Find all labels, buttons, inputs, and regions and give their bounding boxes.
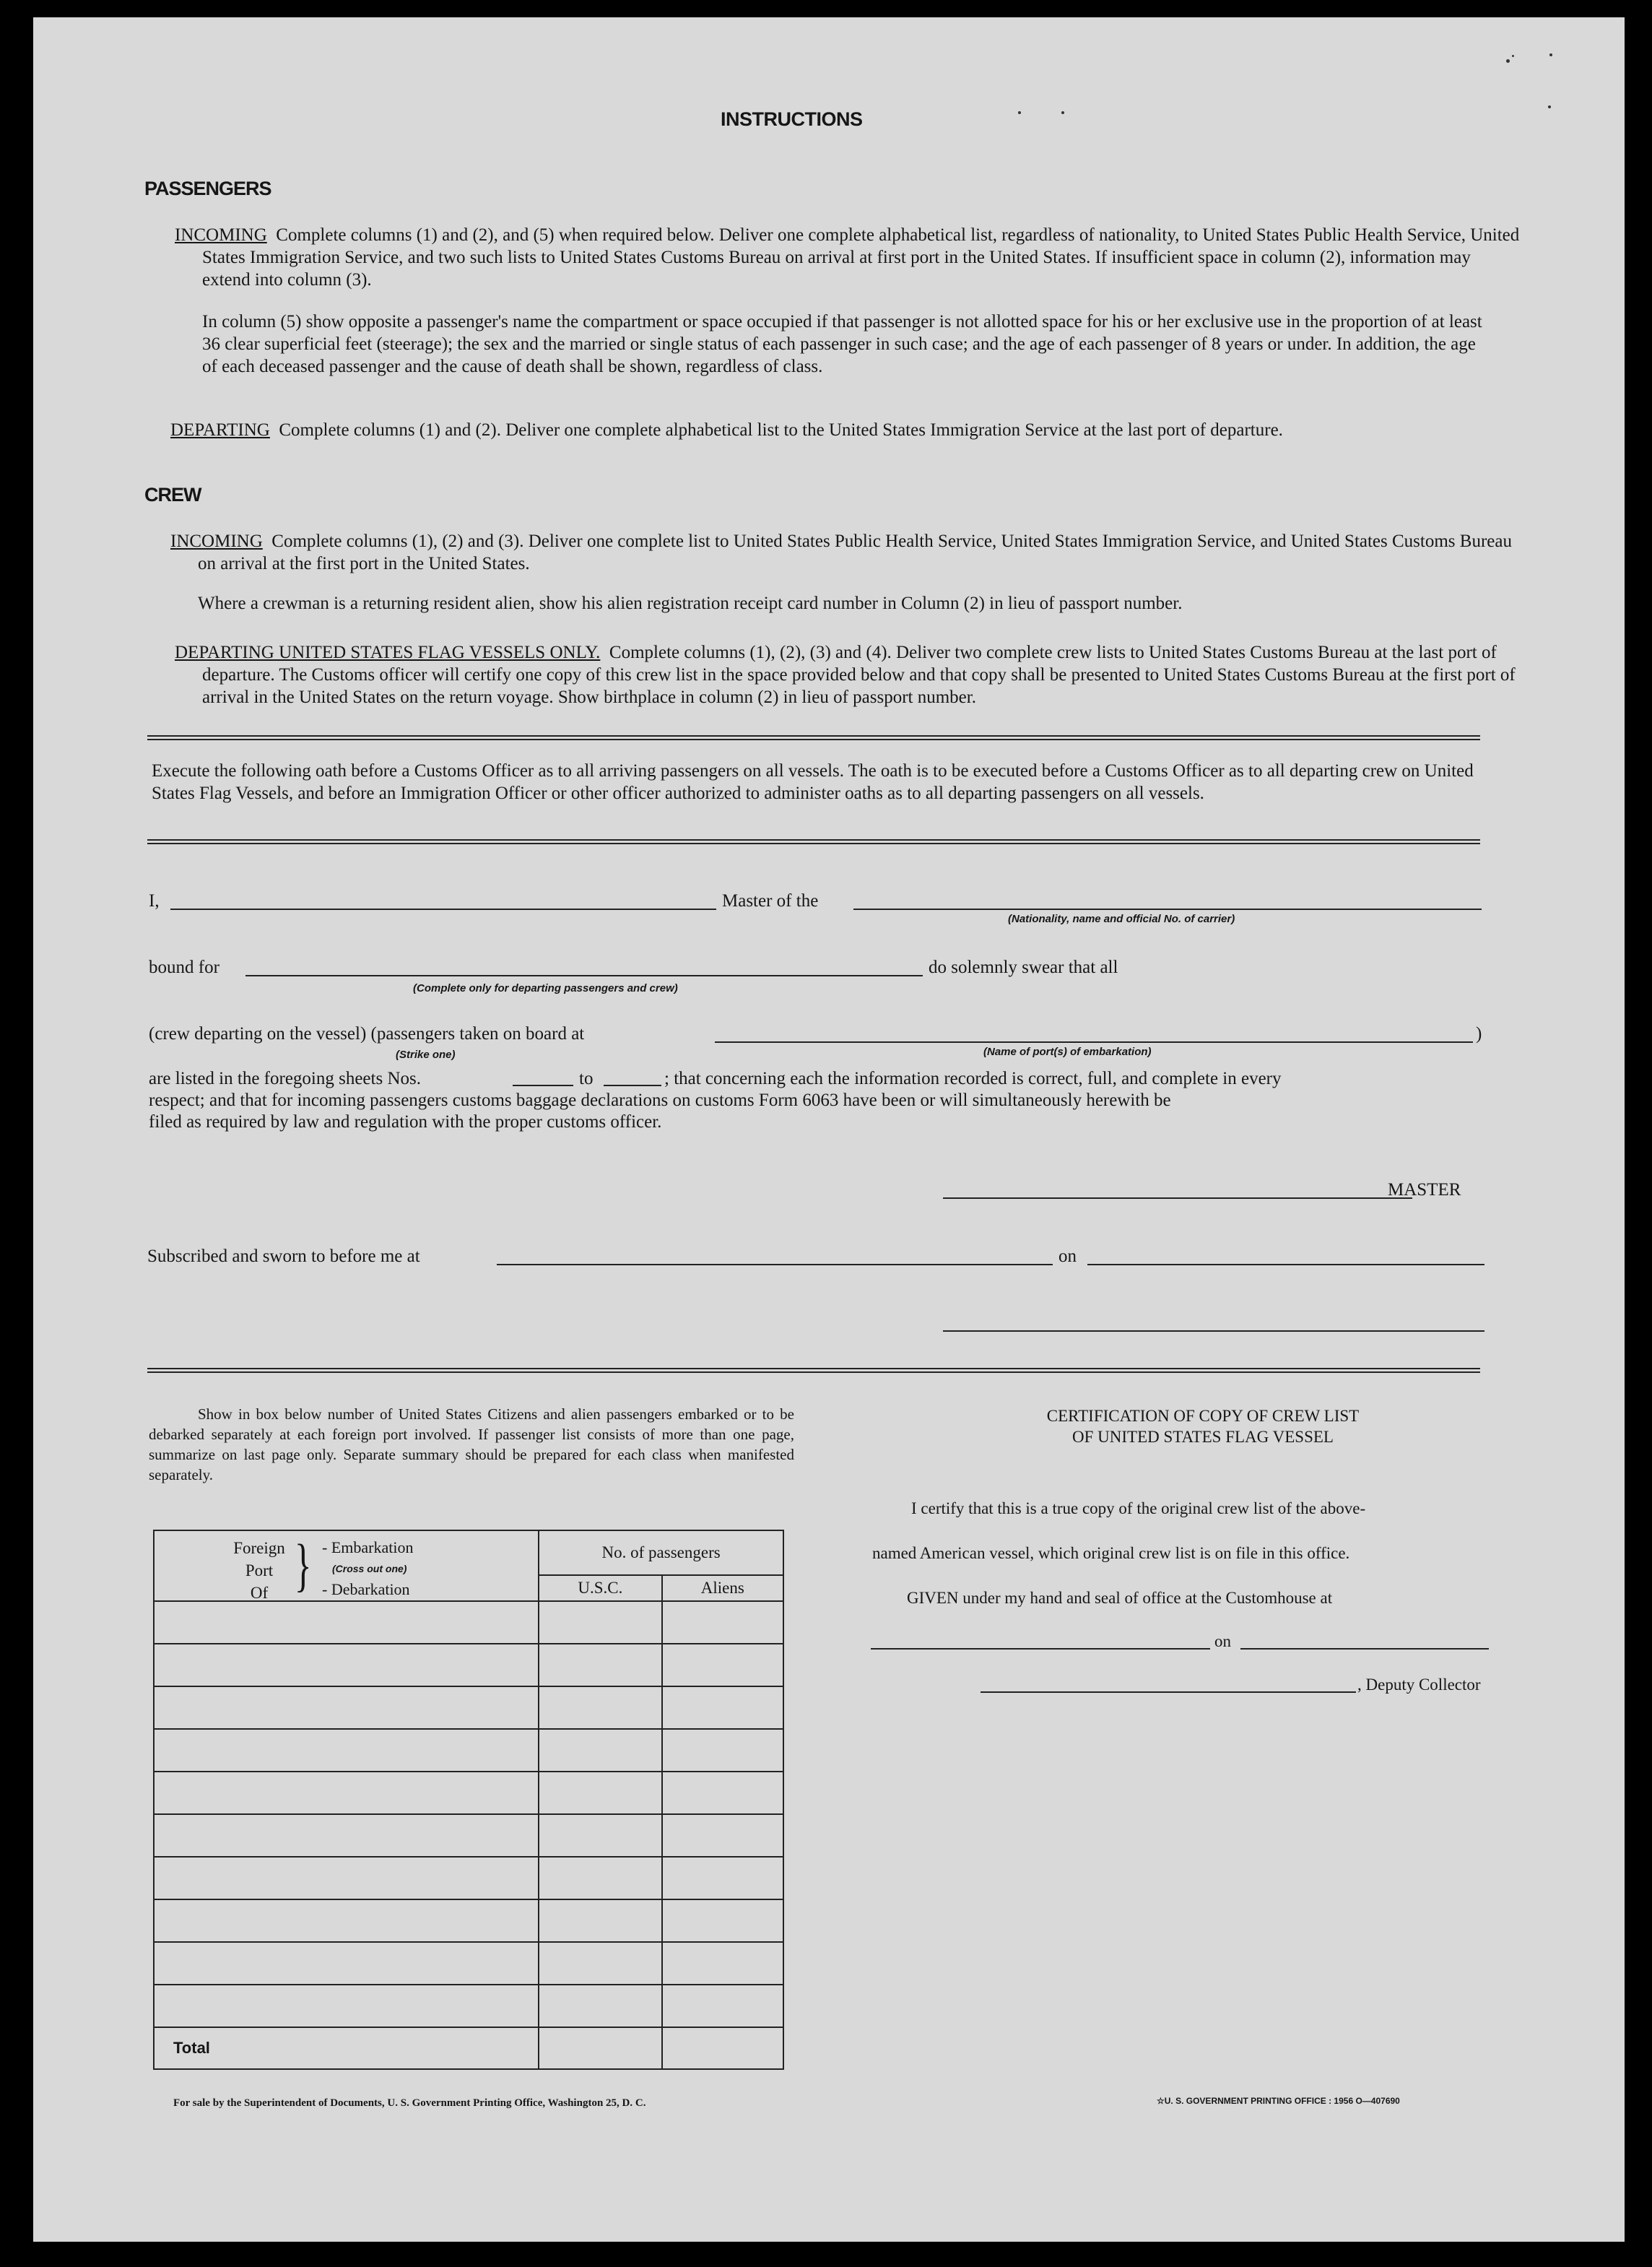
- table-row: [154, 1814, 783, 1857]
- certification-date-field[interactable]: [1240, 1648, 1489, 1650]
- crew-departing-paragraph: [175, 641, 1521, 708]
- usc-cell[interactable]: [539, 1942, 661, 1985]
- usc-header: U.S.C.: [539, 1575, 661, 1601]
- crew-passengers-text: (crew departing on the vessel) (passengers taken on board at: [149, 1024, 585, 1044]
- aliens-cell[interactable]: [662, 1899, 783, 1942]
- table-row: [154, 1686, 783, 1729]
- port-caption: (Name of port(s) of embarkation): [983, 1046, 1152, 1058]
- section-divider: [147, 1368, 1480, 1373]
- certification-heading-line-2: OF UNITED STATES FLAG VESSEL: [1072, 1428, 1334, 1446]
- page-title: INSTRUCTIONS: [721, 108, 863, 130]
- table-row: [154, 1729, 783, 1772]
- oath-i-label: I,: [149, 891, 160, 911]
- sheet-from-field[interactable]: [513, 1085, 573, 1086]
- aliens-cell[interactable]: [662, 1857, 783, 1899]
- aliens-cell[interactable]: [662, 1942, 783, 1985]
- certification-heading: [871, 1405, 1535, 1447]
- scan-speck: [1512, 55, 1514, 57]
- crew-incoming-paragraph: [170, 530, 1519, 575]
- certify-line-2: named American vessel, which original crew list is on file in this office.: [872, 1544, 1350, 1562]
- port-label: Port: [245, 1561, 274, 1579]
- carrier-caption: (Nationality, name and official No. of carrier): [1008, 913, 1235, 925]
- port-cell[interactable]: [154, 1772, 539, 1814]
- section-divider: [147, 839, 1480, 844]
- usc-cell[interactable]: [539, 1899, 661, 1942]
- usc-cell[interactable]: [539, 1601, 661, 1644]
- section-divider: [147, 735, 1480, 740]
- no-passengers-header: No. of passengers: [539, 1530, 783, 1575]
- usc-cell[interactable]: [539, 1729, 661, 1772]
- passengers-departing-text: Complete columns (1) and (2). Deliver one complete alphabetical list to the United States Immigration Service at the last port of departure.: [279, 420, 1283, 440]
- passengers-departing-paragraph: [170, 419, 1519, 441]
- certification-heading-line-1: CERTIFICATION OF COPY OF CREW LIST: [1046, 1407, 1360, 1425]
- certify-line-1: I certify that this is a true copy of the original crew list of the above-: [911, 1499, 1366, 1517]
- usc-cell[interactable]: [539, 1772, 661, 1814]
- deputy-collector-label: , Deputy Collector: [1357, 1676, 1481, 1694]
- footer-sale-note: For sale by the Superintendent of Documents, U. S. Government Printing Office, Washington 25, D. C.: [173, 2097, 646, 2109]
- port-cell[interactable]: [154, 1899, 539, 1942]
- debarkation-label: - Debarkation: [322, 1580, 410, 1598]
- aliens-header: Aliens: [662, 1575, 783, 1601]
- passengers-incoming-text: Complete columns (1) and (2), and (5) when required below. Deliver one complete alphabetical list, regardless of nationality, to United States Public Health Service, United States Immigration Service, and two such lists to United States Customs Bureau on arrival at first port in the United States. If insufficient space in column (2), information may extend into column (3).: [202, 225, 1520, 290]
- listed-line-3: filed as required by law and regulation with the proper customs officer.: [149, 1112, 662, 1132]
- port-cell[interactable]: [154, 1601, 539, 1644]
- certification-on-label: on: [1214, 1632, 1231, 1650]
- scan-speck: [1018, 111, 1021, 114]
- usc-cell[interactable]: [539, 1857, 661, 1899]
- crew-incoming-label: INCOMING: [170, 532, 263, 551]
- passengers-heading: PASSENGERS: [144, 178, 271, 199]
- master-of-label: Master of the: [722, 891, 819, 911]
- crew-incoming-text: Complete columns (1), (2) and (3). Deliver one complete list to United States Public Health Service, United States Immigration Service, and United States Customs Bureau on arrival at the first port in the United States.: [198, 532, 1512, 573]
- passengers-departing-label: DEPARTING: [170, 420, 270, 440]
- usc-cell[interactable]: [539, 1814, 661, 1857]
- right-brace-icon: }: [294, 1532, 312, 1598]
- table-row: [154, 1899, 783, 1942]
- table-row: [154, 1601, 783, 1644]
- table-row: [154, 1857, 783, 1899]
- passengers-incoming-label: INCOMING: [175, 225, 267, 245]
- usc-cell[interactable]: [539, 1985, 661, 2027]
- port-cell[interactable]: [154, 1686, 539, 1729]
- scan-speck: [1506, 59, 1510, 63]
- carrier-field[interactable]: [853, 909, 1482, 910]
- sworn-on-label: on: [1058, 1247, 1077, 1266]
- close-paren: ): [1476, 1024, 1482, 1044]
- usc-cell[interactable]: [539, 1686, 661, 1729]
- table-row: [154, 1942, 783, 1985]
- given-text: GIVEN under my hand and seal of office at the Customhouse at: [907, 1589, 1333, 1607]
- scan-speck: [1061, 111, 1064, 114]
- aliens-cell[interactable]: [662, 1729, 783, 1772]
- customhouse-field[interactable]: [871, 1648, 1210, 1650]
- aliens-total-cell[interactable]: [662, 2027, 783, 2069]
- port-cell[interactable]: [154, 1942, 539, 1985]
- passenger-summary-table: [153, 1530, 784, 2070]
- officer-signature-field[interactable]: [943, 1330, 1484, 1332]
- table-total-row: [154, 2027, 783, 2069]
- footer-gpo-note: ☆U. S. GOVERNMENT PRINTING OFFICE : 1956 O—407690: [1157, 2096, 1400, 2106]
- listed-suffix: ; that concerning each the information recorded is correct, full, and complete in every: [664, 1069, 1282, 1088]
- scan-speck: [1549, 53, 1552, 56]
- master-label: MASTER: [1388, 1180, 1461, 1200]
- master-name-field[interactable]: [170, 909, 716, 910]
- listed-line-2: respect; and that for incoming passengers customs baggage declarations on customs Form 6063 have been or will simultaneously herewith be: [149, 1091, 1171, 1110]
- table-header-row: [154, 1530, 783, 1575]
- usc-total-cell[interactable]: [539, 2027, 661, 2069]
- aliens-cell[interactable]: [662, 1601, 783, 1644]
- swear-text: do solemnly swear that all: [929, 958, 1118, 977]
- crew-departing-text: Complete columns (1), (2), (3) and (4). Deliver two complete crew lists to United States Customs Bureau at the last port of departure. The Customs officer will certify one copy of this crew list in the space provided below and that copy shall be presented to United States Customs Bureau at the first port of arrival in the United States on the return voyage. Show birthplace in column (2) in lieu of passport number.: [202, 643, 1516, 707]
- aliens-cell[interactable]: [662, 1985, 783, 2027]
- scan-speck: [1548, 105, 1551, 108]
- passengers-incoming-paragraph: [175, 224, 1521, 291]
- bound-for-caption: (Complete only for departing passengers and crew): [413, 982, 678, 994]
- listed-prefix: are listed in the foregoing sheets Nos.: [149, 1069, 421, 1088]
- subscribed-label: Subscribed and sworn to before me at: [147, 1247, 420, 1266]
- oath-instructions: Execute the following oath before a Customs Officer as to all arriving passengers on all vessels. The oath is to be executed before a Customs Officer as to all departing crew on United States Flag Vessels, and before an Immigration Officer or other officer authorized to administer oaths as to all departing passengers on all vessels.: [152, 761, 1474, 803]
- aliens-cell[interactable]: [662, 1772, 783, 1814]
- aliens-cell[interactable]: [662, 1814, 783, 1857]
- port-cell[interactable]: [154, 1857, 539, 1899]
- crew-heading: CREW: [144, 484, 201, 506]
- port-cell[interactable]: [154, 1985, 539, 2027]
- table-row: [154, 1772, 783, 1814]
- foreign-label: Foreign: [233, 1539, 285, 1557]
- aliens-cell[interactable]: [662, 1644, 783, 1686]
- listed-to: to: [579, 1069, 594, 1088]
- sworn-date-field[interactable]: [1087, 1264, 1484, 1265]
- table-row: [154, 1985, 783, 2027]
- embarkation-port-field[interactable]: [715, 1041, 1473, 1043]
- form-sheet: [33, 17, 1625, 2242]
- sheet-to-field[interactable]: [604, 1085, 661, 1086]
- usc-cell[interactable]: [539, 1644, 661, 1686]
- sworn-place-field[interactable]: [497, 1264, 1053, 1265]
- port-cell[interactable]: [154, 1814, 539, 1857]
- passengers-column5-paragraph: In column (5) show opposite a passenger's name the compartment or space occupied if that passenger is not allotted space for his or her exclusive use in the proportion of at least 36 clear superficial feet (steerage); the sex and the married or single status of each passenger in such case; and the age of each passenger of 8 years or under. In addition, the age of each deceased passenger and the cause of death shall be shown, regardless of class.: [202, 312, 1482, 376]
- deputy-signature-field[interactable]: [981, 1691, 1356, 1693]
- summary-instructions: Show in box below number of United States Citizens and alien passengers embarked or to be debarked separately at each foreign port involved. If passenger list consists of more than one page, summarize on last page only. Separate summary should be prepared for each class when manifested separately.: [149, 1405, 794, 1483]
- table-row: [154, 1644, 783, 1686]
- crew-resident-paragraph: Where a crewman is a returning resident alien, show his alien registration receipt card number in Column (2) in lieu of passport number.: [198, 594, 1183, 613]
- crew-departing-label: DEPARTING UNITED STATES FLAG VESSELS ONLY.: [175, 643, 601, 662]
- total-label: Total: [154, 2027, 539, 2069]
- port-header-cell: [154, 1530, 539, 1601]
- port-cell[interactable]: [154, 1729, 539, 1772]
- bound-for-label: bound for: [149, 958, 219, 977]
- of-label: Of: [250, 1584, 269, 1602]
- master-signature-field[interactable]: [943, 1197, 1412, 1199]
- cross-out-caption: (Cross out one): [332, 1563, 407, 1574]
- port-cell[interactable]: [154, 1644, 539, 1686]
- port-header-labels: [227, 1537, 292, 1604]
- strike-caption: (Strike one): [396, 1049, 456, 1061]
- aliens-cell[interactable]: [662, 1686, 783, 1729]
- embarkation-label: - Embarkation: [322, 1538, 414, 1556]
- bound-for-field[interactable]: [245, 975, 923, 976]
